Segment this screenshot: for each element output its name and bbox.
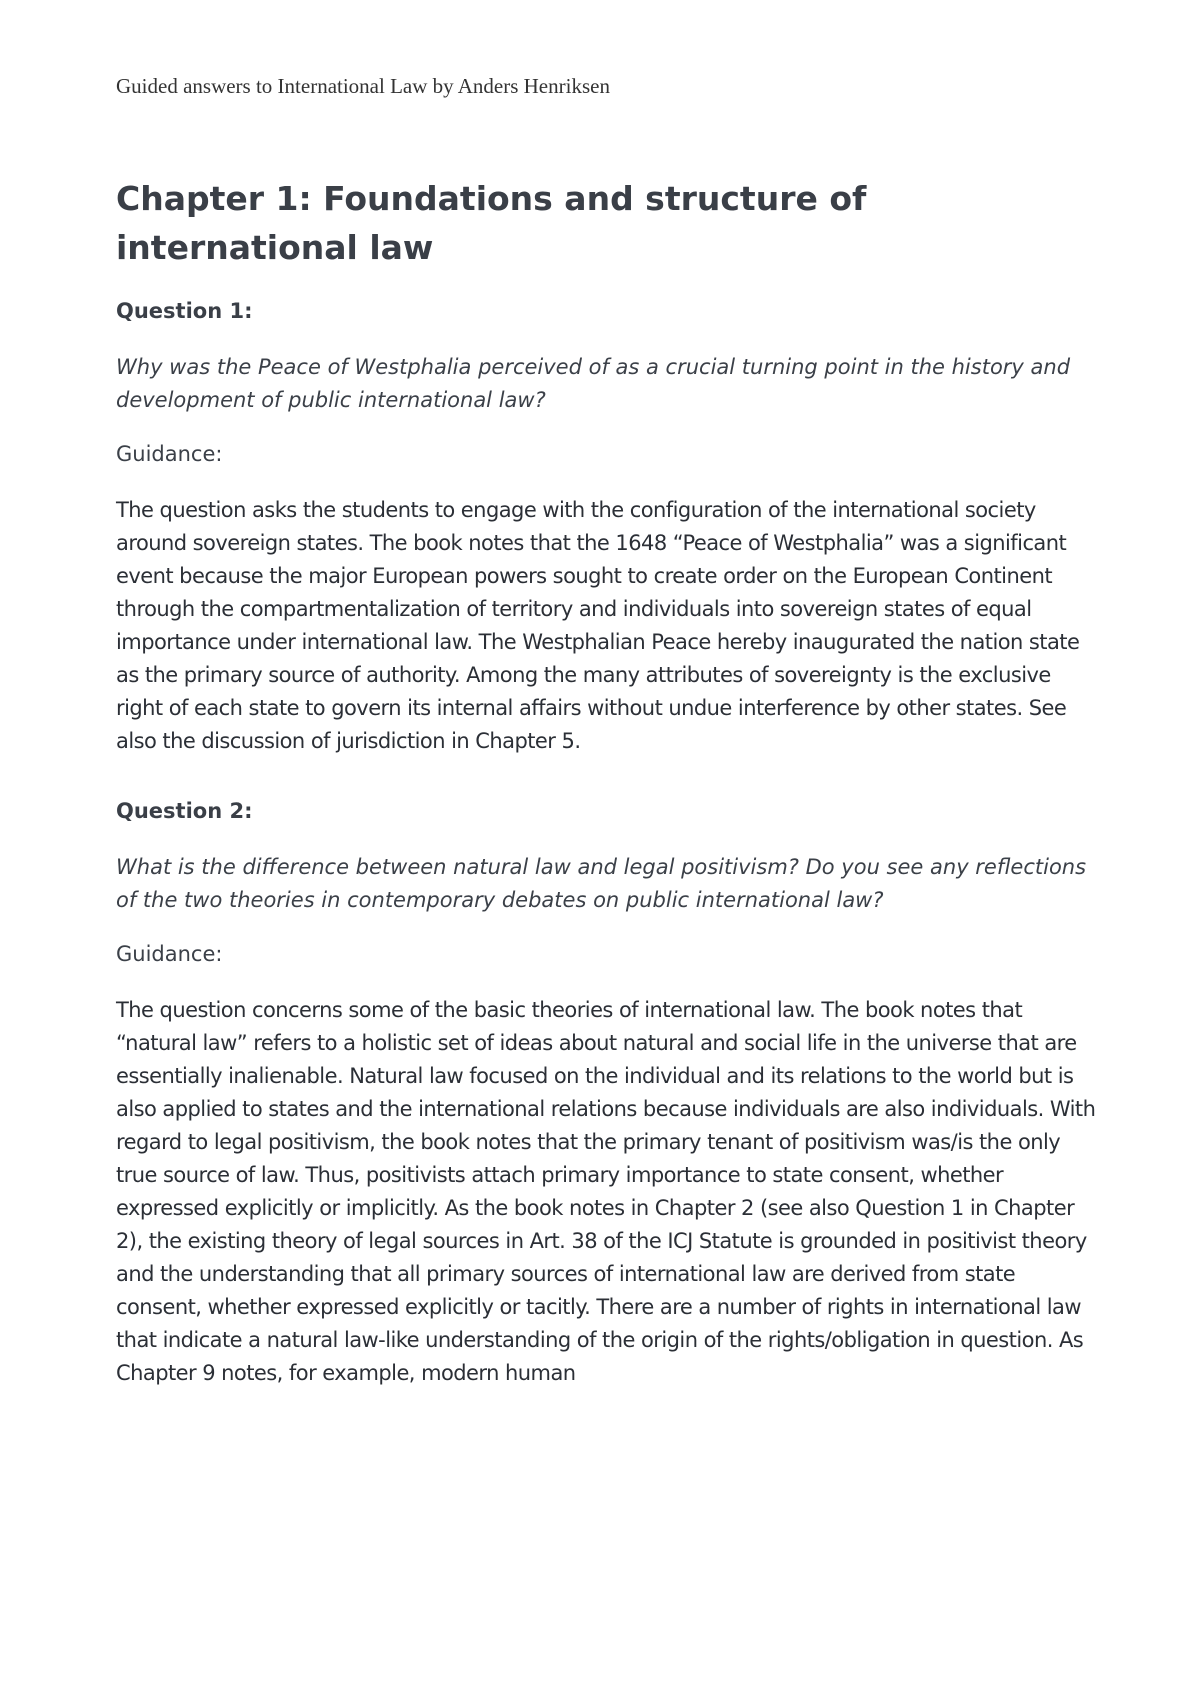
question-2-guidance-text: The question concerns some of the basic theories of international law. The book notes that “natural law” refers to a holistic set of ideas about natural and social life in the universe that are essentially inalienable. Natural law focused on the individual and its relations to the world but is also applied to states and the international relations because individuals are also individuals. With regard to legal positivism, the book notes that the primary tenant of positivism was/is the only true source of law. Thus, positivists attach primary importance to state consent, whether expressed explicitly or implicitly. As the book notes in Chapter 2 (see also Question 1 in Chapter 2), the existing theory of legal sources in Art. 38 of the ICJ Statute is grounded in positivist theory and the understanding that all primary sources of international law are derived from state consent, whether expressed explicitly or tacitly. There are a number of rights in international law that indicate a natural law-like understanding of the origin of the rights/obligation in question. As Chapter 9 notes, for example, modern human bbox=[116, 998, 1096, 1385]
running-header: Guided answers to International Law by Anders Henriksen bbox=[116, 74, 610, 98]
question-1-text: Why was the Peace of Westphalia perceived of as a crucial turning point in the history and development of public international law? bbox=[116, 355, 1071, 412]
chapter-title: Chapter 1: Foundations and structure of international law bbox=[116, 179, 867, 267]
question-1-guidance-text: The question asks the students to engage with the configuration of the international society around sovereign states. The book notes that the 1648 “Peace of Westphalia” was a significant event because the major European powers sought to create order on the European Continent through the compartmentalization of territory and individuals into sovereign states of equal importance under international law. The Westphalian Peace hereby inaugurated the nation state as the primary source of authority. Among the many attributes of sovereignty is the exclusive right of each state to govern its internal affairs without undue interference by other states. See also the discussion of jurisdiction in Chapter 5. bbox=[116, 498, 1080, 753]
question-1-guidance-label: Guidance: bbox=[116, 442, 223, 466]
question-1-heading: Question 1: bbox=[116, 299, 253, 323]
question-2-guidance-label: Guidance: bbox=[116, 942, 223, 966]
question-2-heading: Question 2: bbox=[116, 799, 253, 823]
question-2-text: What is the difference between natural law and legal positivism? Do you see any reflections of the two theories in contemporary debates on public international law? bbox=[116, 855, 1087, 912]
